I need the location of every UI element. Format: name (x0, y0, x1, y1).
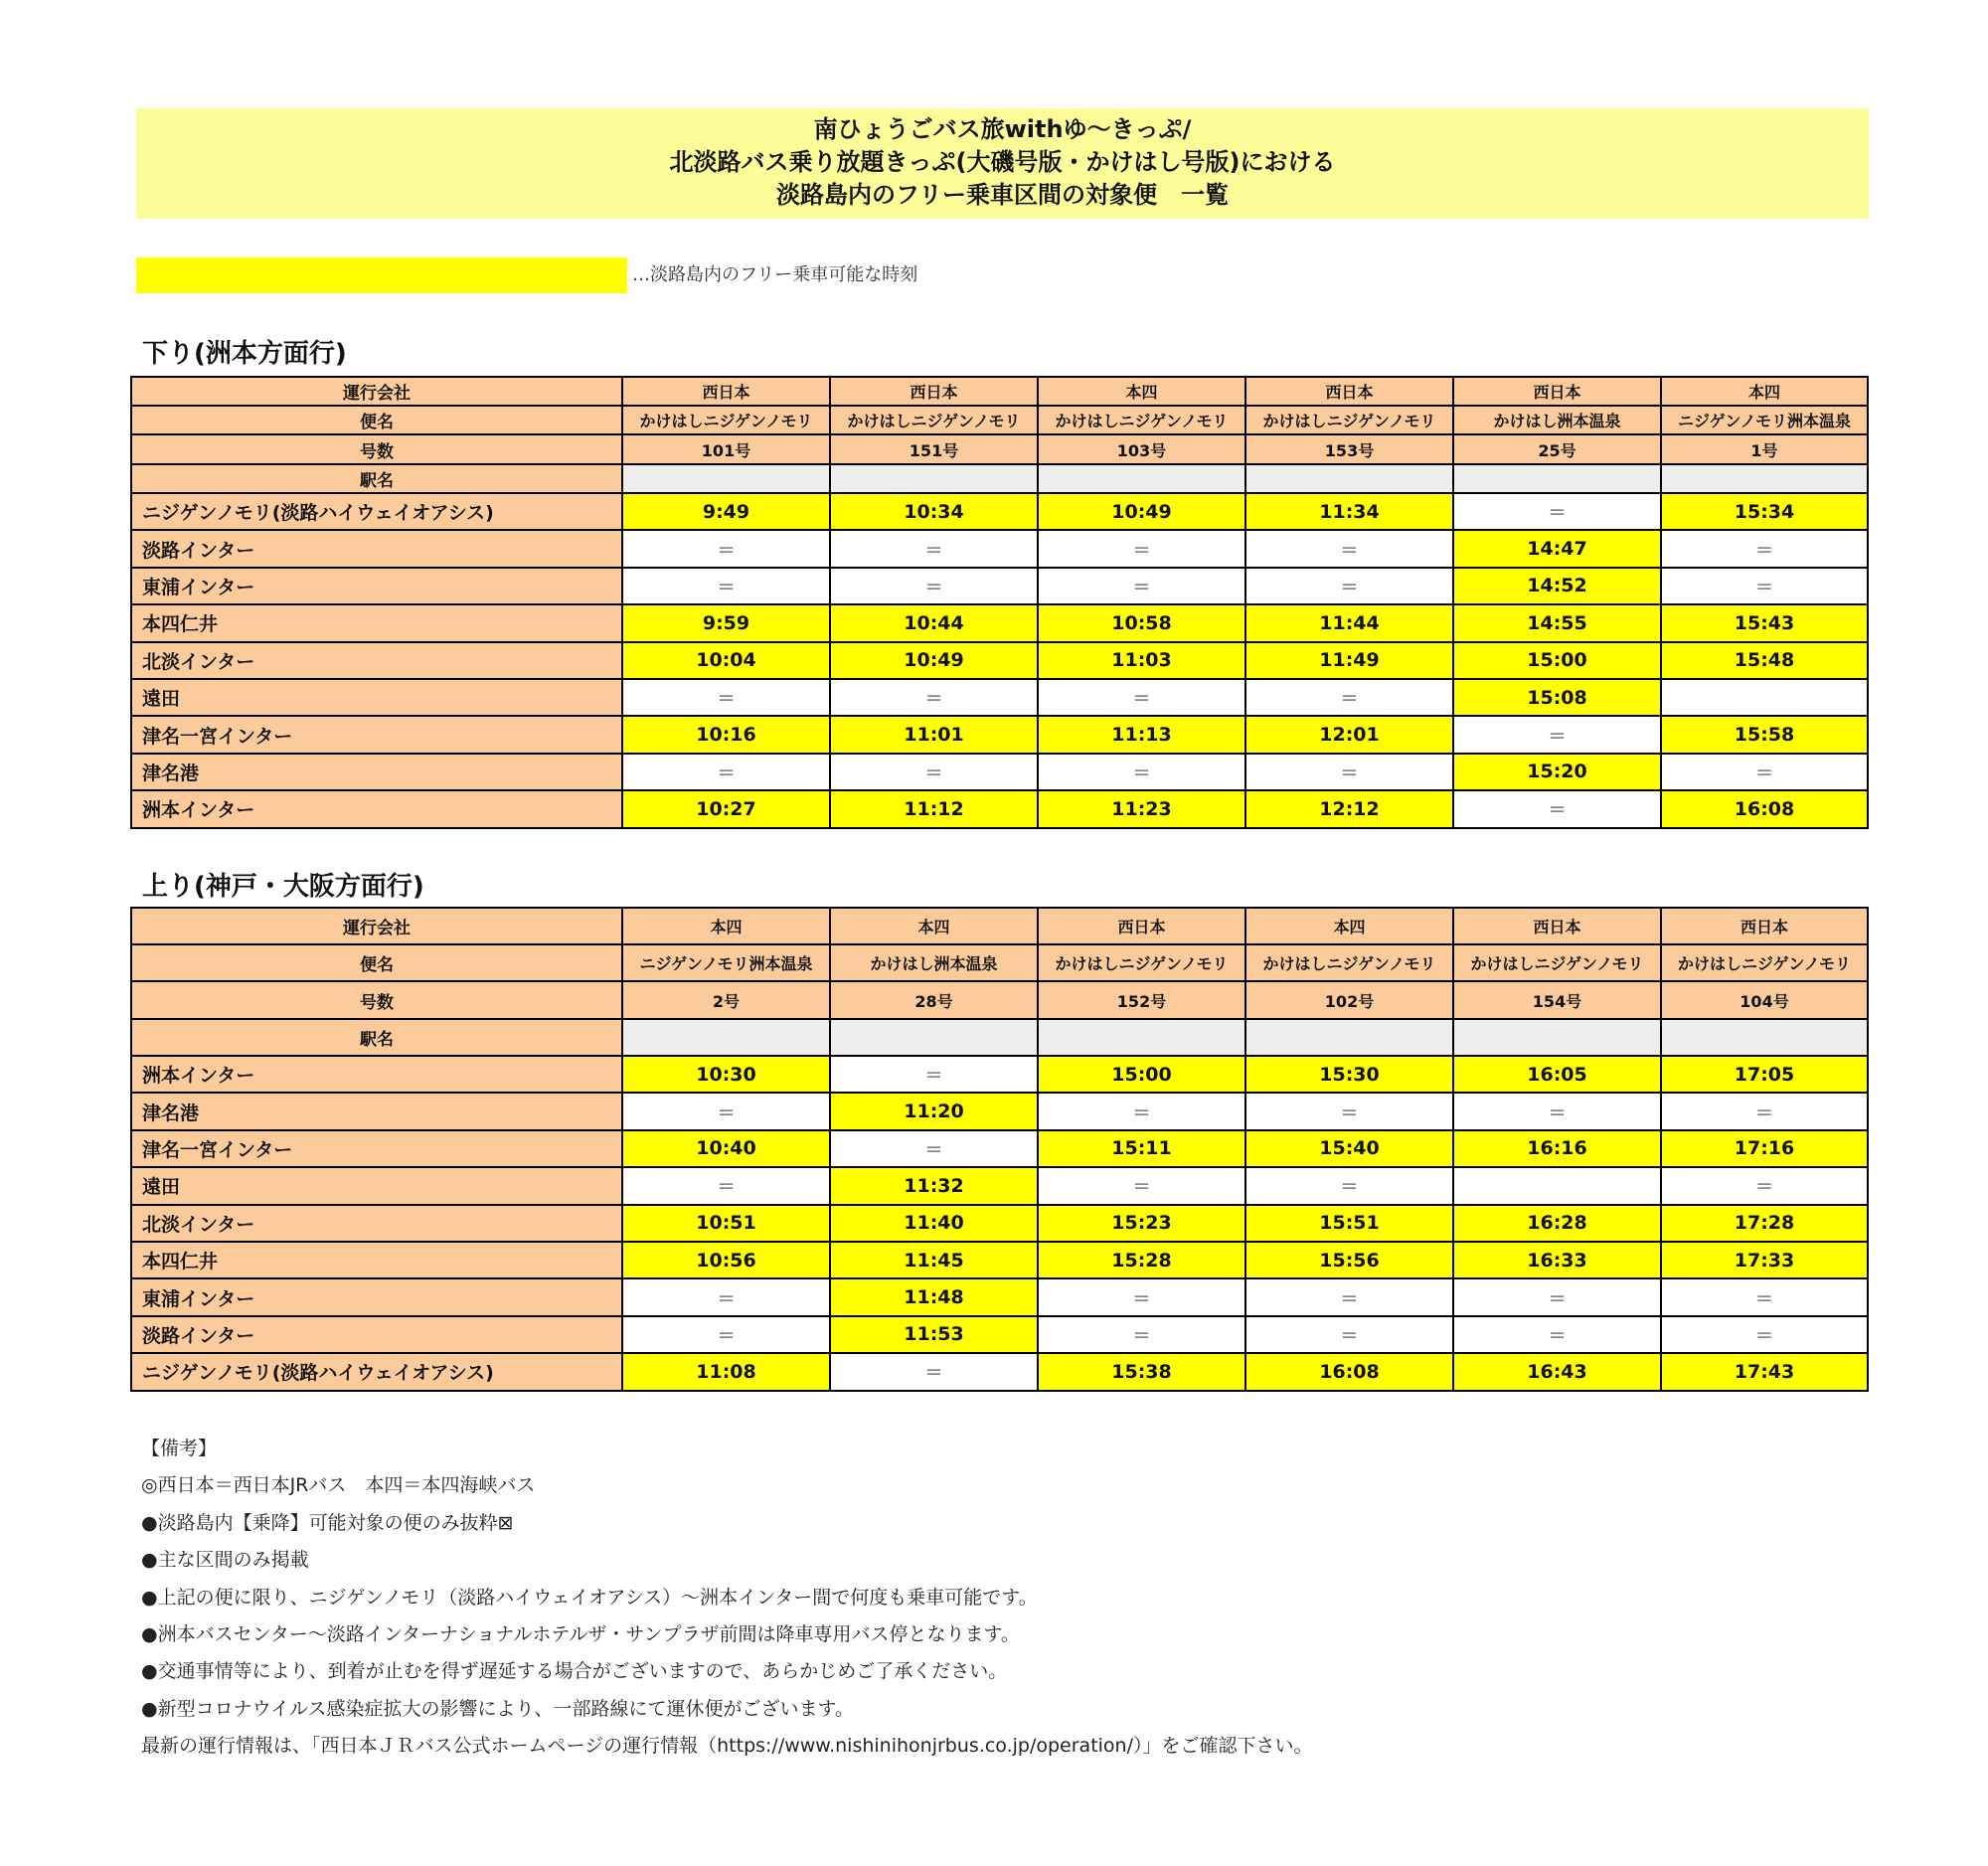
service-row (131, 944, 1868, 981)
stop-row (131, 1316, 1868, 1353)
free-ride-time-cell: 11:23 (1038, 790, 1245, 827)
time-cell: ＝ (1661, 530, 1868, 567)
empty-cell (1453, 464, 1661, 493)
free-ride-time-cell: 15:11 (1038, 1130, 1245, 1167)
title-line: 南ひょうごバス旅withゆ〜きっぷ/ (813, 115, 1192, 143)
free-ride-time-cell: 11:13 (1038, 716, 1245, 753)
station-name: ニジゲンノモリ(淡路ハイウェイオアシス) (131, 1353, 622, 1390)
service-cell: かけはしニジゲンノモリ (622, 406, 830, 434)
free-ride-time-cell: 15:40 (1245, 1130, 1453, 1167)
station-header-row (131, 1019, 1868, 1056)
note-line: 最新の運行情報は、「西日本ＪＲバス公式ホームページの運行情報（https://www.nishinihonjrbus.co.jp/operation/）」をご確認下さい。 (141, 1735, 1313, 1758)
time-cell: ＝ (1661, 1316, 1868, 1353)
upbound-timetable (130, 907, 1869, 1392)
time-cell: ＝ (622, 1167, 830, 1204)
time-cell: ＝ (622, 754, 830, 790)
empty-cell (622, 1019, 830, 1056)
free-ride-time-cell: 15:30 (1245, 1056, 1453, 1093)
stop-row (131, 1130, 1868, 1167)
title-line: 北淡路バス乗り放題きっぷ(大磯号版・かけはし号版)における (669, 148, 1336, 176)
station-name: 津名一宮インター (131, 1130, 622, 1167)
time-cell (1661, 679, 1868, 716)
company-cell: 西日本 (1661, 908, 1868, 944)
station-header-row (131, 464, 1868, 493)
time-cell: ＝ (1245, 1316, 1453, 1353)
time-cell: ＝ (830, 754, 1038, 790)
time-cell: ＝ (622, 679, 830, 716)
stop-row (131, 679, 1868, 716)
free-ride-time-cell: 11:48 (830, 1278, 1038, 1315)
time-cell: ＝ (622, 1278, 830, 1315)
time-cell: ＝ (830, 1353, 1038, 1390)
station-name: 本四仁井 (131, 1242, 622, 1278)
page-title (136, 108, 1869, 219)
free-ride-time-cell: 16:08 (1661, 790, 1868, 827)
free-ride-time-cell: 17:28 (1661, 1205, 1868, 1242)
company-cell: 本四 (830, 908, 1038, 944)
free-ride-time-cell: 11:44 (1245, 604, 1453, 641)
service-cell: かけはし洲本温泉 (1453, 406, 1661, 434)
time-cell: ＝ (1453, 790, 1661, 827)
number-cell: 103号 (1038, 434, 1245, 464)
empty-cell (830, 464, 1038, 493)
row-label: 運行会社 (131, 908, 622, 944)
free-ride-time-cell: 9:49 (622, 493, 830, 530)
time-cell: ＝ (1245, 530, 1453, 567)
time-cell: ＝ (1661, 1167, 1868, 1204)
time-cell (1453, 1167, 1661, 1204)
time-cell: ＝ (1245, 568, 1453, 604)
row-label: 便名 (131, 406, 622, 434)
free-ride-time-cell: 17:43 (1661, 1353, 1868, 1390)
station-name: 東浦インター (131, 1278, 622, 1315)
free-ride-time-cell: 15:20 (1453, 754, 1661, 790)
time-cell: ＝ (1038, 1093, 1245, 1129)
free-ride-time-cell: 15:23 (1038, 1205, 1245, 1242)
stop-row (131, 1167, 1868, 1204)
free-ride-time-cell: 11:34 (1245, 493, 1453, 530)
time-cell: ＝ (1661, 1278, 1868, 1315)
time-cell: ＝ (1661, 754, 1868, 790)
stop-row (131, 1205, 1868, 1242)
upbound-title: 上り(神戸・大阪方面行) (142, 872, 424, 902)
free-ride-time-cell: 10:49 (1038, 493, 1245, 530)
station-name: 北淡インター (131, 642, 622, 679)
number-cell: 28号 (830, 981, 1038, 1019)
time-cell: ＝ (1661, 1093, 1868, 1129)
empty-cell (1453, 1019, 1661, 1056)
company-cell: 西日本 (830, 377, 1038, 406)
stop-row (131, 754, 1868, 790)
time-cell: ＝ (830, 679, 1038, 716)
number-cell: 153号 (1245, 434, 1453, 464)
free-ride-time-cell: 11:53 (830, 1316, 1038, 1353)
number-cell: 104号 (1661, 981, 1868, 1019)
free-ride-time-cell: 17:05 (1661, 1056, 1868, 1093)
company-cell: 本四 (1038, 377, 1245, 406)
stop-row (131, 1056, 1868, 1093)
free-ride-time-cell: 15:51 (1245, 1205, 1453, 1242)
free-ride-time-cell: 10:16 (622, 716, 830, 753)
service-cell: かけはしニジゲンノモリ (1453, 944, 1661, 981)
free-ride-time-cell: 11:32 (830, 1167, 1038, 1204)
time-cell: ＝ (622, 1093, 830, 1129)
free-ride-time-cell: 10:44 (830, 604, 1038, 641)
station-name: 淡路インター (131, 530, 622, 567)
empty-cell (1661, 464, 1868, 493)
stop-row (131, 530, 1868, 567)
stop-row (131, 1093, 1868, 1129)
time-cell: ＝ (622, 1316, 830, 1353)
free-ride-time-cell: 10:30 (622, 1056, 830, 1093)
free-ride-time-cell: 15:34 (1661, 493, 1868, 530)
free-ride-time-cell: 15:38 (1038, 1353, 1245, 1390)
company-cell: 本四 (622, 908, 830, 944)
free-ride-time-cell: 16:05 (1453, 1056, 1661, 1093)
free-ride-time-cell: 15:28 (1038, 1242, 1245, 1278)
company-row (131, 908, 1868, 944)
number-row (131, 434, 1868, 464)
free-ride-time-cell: 15:00 (1453, 642, 1661, 679)
company-cell: 西日本 (1453, 377, 1661, 406)
number-cell: 102号 (1245, 981, 1453, 1019)
service-cell: かけはしニジゲンノモリ (1245, 406, 1453, 434)
note-line: ●主な区間のみ掲載 (141, 1549, 309, 1572)
free-ride-time-cell: 9:59 (622, 604, 830, 641)
stop-row (131, 604, 1868, 641)
time-cell: ＝ (1038, 1167, 1245, 1204)
station-name: 津名港 (131, 754, 622, 790)
station-name: 津名港 (131, 1093, 622, 1129)
free-ride-time-cell: 16:16 (1453, 1130, 1661, 1167)
free-ride-time-cell: 12:01 (1245, 716, 1453, 753)
time-cell: ＝ (622, 568, 830, 604)
free-ride-time-cell: 15:43 (1661, 604, 1868, 641)
legend-swatch (136, 257, 627, 293)
service-cell: かけはしニジゲンノモリ (1038, 406, 1245, 434)
time-cell: ＝ (830, 530, 1038, 567)
number-cell: 154号 (1453, 981, 1661, 1019)
free-ride-time-cell: 14:52 (1453, 568, 1661, 604)
number-cell: 1号 (1661, 434, 1868, 464)
free-ride-time-cell: 11:20 (830, 1093, 1038, 1129)
row-label: 号数 (131, 434, 622, 464)
stop-row (131, 1242, 1868, 1278)
time-cell: ＝ (1245, 1093, 1453, 1129)
time-cell: ＝ (622, 530, 830, 567)
time-cell: ＝ (1661, 568, 1868, 604)
free-ride-time-cell: 15:58 (1661, 716, 1868, 753)
service-cell: ニジゲンノモリ洲本温泉 (622, 944, 830, 981)
stop-row (131, 1278, 1868, 1315)
time-cell: ＝ (1453, 1093, 1661, 1129)
free-ride-time-cell: 17:16 (1661, 1130, 1868, 1167)
service-cell: かけはしニジゲンノモリ (1038, 944, 1245, 981)
free-ride-time-cell: 10:27 (622, 790, 830, 827)
note-line: ●上記の便に限り、ニジゲンノモリ（淡路ハイウェイオアシス）〜洲本インター間で何度も乗車可能です。 (141, 1586, 1038, 1609)
note-line: ●交通事情等により、到着が止むを得ず遅延する場合がございますので、あらかじめご了承ください。 (141, 1660, 1008, 1683)
number-cell: 152号 (1038, 981, 1245, 1019)
note-line: ●新型コロナウイルス感染症拡大の影響により、一部路線にて運休便がございます。 (141, 1697, 854, 1720)
time-cell: ＝ (1038, 1278, 1245, 1315)
free-ride-time-cell: 16:33 (1453, 1242, 1661, 1278)
stop-row (131, 790, 1868, 827)
station-name: 本四仁井 (131, 604, 622, 641)
stop-row (131, 568, 1868, 604)
service-cell: かけはし洲本温泉 (830, 944, 1038, 981)
free-ride-time-cell: 14:47 (1453, 530, 1661, 567)
time-cell: ＝ (1453, 716, 1661, 753)
free-ride-time-cell: 15:08 (1453, 679, 1661, 716)
free-ride-time-cell: 11:49 (1245, 642, 1453, 679)
service-cell: ニジゲンノモリ洲本温泉 (1661, 406, 1868, 434)
station-name: 北淡インター (131, 1205, 622, 1242)
empty-cell (1245, 464, 1453, 493)
free-ride-time-cell: 10:56 (622, 1242, 830, 1278)
time-cell: ＝ (1038, 1316, 1245, 1353)
number-cell: 25号 (1453, 434, 1661, 464)
empty-cell (1038, 1019, 1245, 1056)
station-name: 洲本インター (131, 1056, 622, 1093)
empty-cell (622, 464, 830, 493)
free-ride-time-cell: 15:56 (1245, 1242, 1453, 1278)
station-name: 東浦インター (131, 568, 622, 604)
number-cell: 2号 (622, 981, 830, 1019)
row-label: 運行会社 (131, 377, 622, 406)
note-line: ●淡路島内【乗降】可能対象の便のみ抜粋⊠ (141, 1511, 514, 1534)
free-ride-time-cell: 15:48 (1661, 642, 1868, 679)
free-ride-time-cell: 11:12 (830, 790, 1038, 827)
free-ride-time-cell: 14:55 (1453, 604, 1661, 641)
company-cell: 本四 (1661, 377, 1868, 406)
company-cell: 西日本 (622, 377, 830, 406)
time-cell: ＝ (830, 1056, 1038, 1093)
notes (141, 1431, 1313, 1766)
free-ride-time-cell: 11:08 (622, 1353, 830, 1390)
number-cell: 151号 (830, 434, 1038, 464)
number-cell: 101号 (622, 434, 830, 464)
time-cell: ＝ (1453, 1316, 1661, 1353)
station-name: 遠田 (131, 1167, 622, 1204)
number-row (131, 981, 1868, 1019)
time-cell: ＝ (1245, 1278, 1453, 1315)
free-ride-time-cell: 16:08 (1245, 1353, 1453, 1390)
free-ride-time-cell: 17:33 (1661, 1242, 1868, 1278)
time-cell: ＝ (1038, 679, 1245, 716)
time-cell: ＝ (1245, 754, 1453, 790)
empty-cell (1038, 464, 1245, 493)
free-ride-time-cell: 16:28 (1453, 1205, 1661, 1242)
station-name: 遠田 (131, 679, 622, 716)
legend-text: …淡路島内のフリー乗車可能な時刻 (632, 264, 918, 285)
row-label: 駅名 (131, 464, 622, 493)
time-cell: ＝ (1245, 679, 1453, 716)
time-cell: ＝ (830, 568, 1038, 604)
station-name: 淡路インター (131, 1316, 622, 1353)
time-cell: ＝ (1453, 493, 1661, 530)
free-ride-time-cell: 16:43 (1453, 1353, 1661, 1390)
service-cell: かけはしニジゲンノモリ (830, 406, 1038, 434)
company-cell: 西日本 (1453, 908, 1661, 944)
stop-row (131, 642, 1868, 679)
free-ride-time-cell: 10:40 (622, 1130, 830, 1167)
time-cell: ＝ (1245, 1167, 1453, 1204)
free-ride-time-cell: 10:58 (1038, 604, 1245, 641)
free-ride-time-cell: 10:49 (830, 642, 1038, 679)
company-cell: 本四 (1245, 908, 1453, 944)
service-cell: かけはしニジゲンノモリ (1245, 944, 1453, 981)
row-label: 駅名 (131, 1019, 622, 1056)
free-ride-time-cell: 11:40 (830, 1205, 1038, 1242)
note-line: ◎西日本＝西日本JRバス 本四＝本四海峡バス (141, 1474, 536, 1497)
free-ride-time-cell: 11:01 (830, 716, 1038, 753)
free-ride-time-cell: 10:34 (830, 493, 1038, 530)
company-cell: 西日本 (1245, 377, 1453, 406)
free-ride-time-cell: 15:00 (1038, 1056, 1245, 1093)
empty-cell (830, 1019, 1038, 1056)
free-ride-time-cell: 11:03 (1038, 642, 1245, 679)
company-cell: 西日本 (1038, 908, 1245, 944)
station-name: ニジゲンノモリ(淡路ハイウェイオアシス) (131, 493, 622, 530)
company-row (131, 377, 1868, 406)
free-ride-time-cell: 12:12 (1245, 790, 1453, 827)
free-ride-time-cell: 10:51 (622, 1205, 830, 1242)
note-line: 【備考】 (141, 1438, 218, 1459)
time-cell: ＝ (830, 1130, 1038, 1167)
station-name: 津名一宮インター (131, 716, 622, 753)
time-cell: ＝ (1038, 568, 1245, 604)
time-cell: ＝ (1038, 530, 1245, 567)
row-label: 便名 (131, 944, 622, 981)
empty-cell (1661, 1019, 1868, 1056)
note-line: ●洲本バスセンター〜淡路インターナショナルホテルザ・サンプラザ前間は降車専用バス停となります。 (141, 1622, 1020, 1645)
time-cell: ＝ (1453, 1278, 1661, 1315)
stop-row (131, 716, 1868, 753)
empty-cell (1245, 1019, 1453, 1056)
free-ride-time-cell: 10:04 (622, 642, 830, 679)
time-cell: ＝ (1038, 754, 1245, 790)
downbound-timetable (130, 376, 1869, 829)
title-line: 淡路島内のフリー乗車区間の対象便 一覧 (775, 181, 1230, 209)
stop-row (131, 1353, 1868, 1390)
row-label: 号数 (131, 981, 622, 1019)
stop-row (131, 493, 1868, 530)
service-row (131, 406, 1868, 434)
downbound-title: 下り(洲本方面行) (142, 339, 347, 369)
station-name: 洲本インター (131, 790, 622, 827)
service-cell: かけはしニジゲンノモリ (1661, 944, 1868, 981)
free-ride-time-cell: 11:45 (830, 1242, 1038, 1278)
